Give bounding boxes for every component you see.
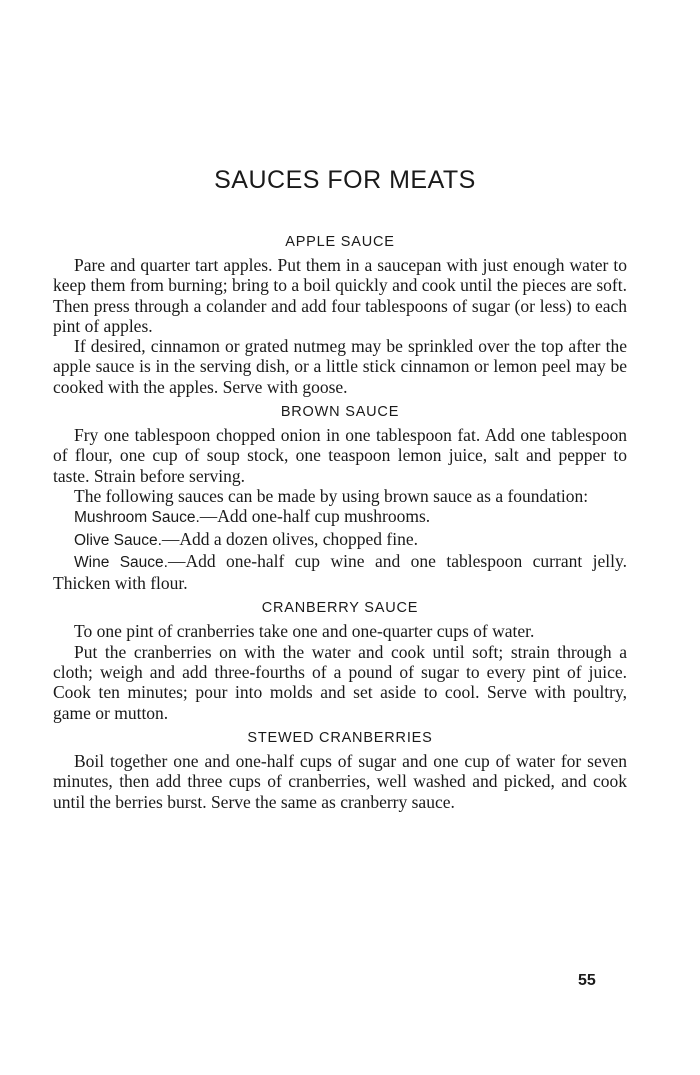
recipe-paragraph: Pare and quarter tart apples. Put them in a saucepan with just enough water to keep them from burning; bring to a boil quickly and cook until the pieces are soft. Then press through a colander and add four tablespoons of sugar (or less) to each pint of apples. — [53, 255, 627, 336]
recipe-paragraph: Put the cranberries on with the water and cook until soft; strain through a cloth; weigh and add three-fourths of a pound of sugar to every pint of juice. Cook ten minutes; pour into molds and set aside to cool. Serve with poultry, game or mutton. — [53, 641, 627, 723]
variant-text: —Add a dozen olives, chopped fine. — [161, 528, 418, 549]
sauce-variant-olive — [53, 529, 627, 551]
recipe-paragraph: The following sauces can be made by using brown sauce as a foundation: — [74, 485, 589, 506]
recipe-paragraph: Boil together one and one-half cups of sugar and one cup of water for seven minutes, then add three cups of cranberries, well washed and picked, and cook until the berries burst. Serve the same as cranberry sauce. — [53, 750, 627, 812]
recipe-paragraph: If desired, cinnamon or grated nutmeg may be sprinkled over the top after the apple sauce is in the serving dish, or a little stick cinnamon or lemon peel may be cooked with the apples. Serve with goose. — [53, 336, 627, 397]
variant-name: Wine Sauce. — [74, 553, 168, 571]
chapter-title: SAUCES FOR MEATS — [214, 166, 476, 194]
recipe-apple-sauce — [53, 231, 627, 397]
recipe-paragraph: To one pint of cranberries take one and one-quarter cups of water. — [74, 621, 535, 642]
variant-text: —Add one-half cup mushrooms. — [199, 506, 431, 527]
sauce-variant-wine — [53, 551, 627, 594]
page-number: 55 — [578, 972, 596, 989]
recipe-heading: APPLE SAUCE — [285, 234, 395, 250]
sauce-variant-mushroom — [53, 506, 627, 528]
recipe-stewed-cranberries — [53, 727, 627, 812]
recipe-cranberry-sauce — [53, 597, 627, 722]
recipe-heading: BROWN SAUCE — [280, 404, 400, 421]
variant-name: Mushroom Sauce. — [74, 509, 200, 527]
recipe-heading: CRANBERRY SAUCE — [261, 600, 419, 617]
page-content — [53, 231, 627, 816]
recipe-paragraph: Fry one tablespoon chopped onion in one tablespoon fat. Add one tablespoon of flour, one cup of soup stock, one teaspoon lemon juice, salt and pepper to taste. Strain before serving. — [53, 425, 627, 486]
recipe-heading: STEWED CRANBERRIES — [247, 729, 433, 746]
variant-name: Olive Sauce. — [74, 531, 162, 549]
recipe-brown-sauce — [53, 401, 627, 593]
variant-text: —Add one-half cup wine and one tablespoon currant jelly. Thicken with flour. — [53, 550, 627, 594]
